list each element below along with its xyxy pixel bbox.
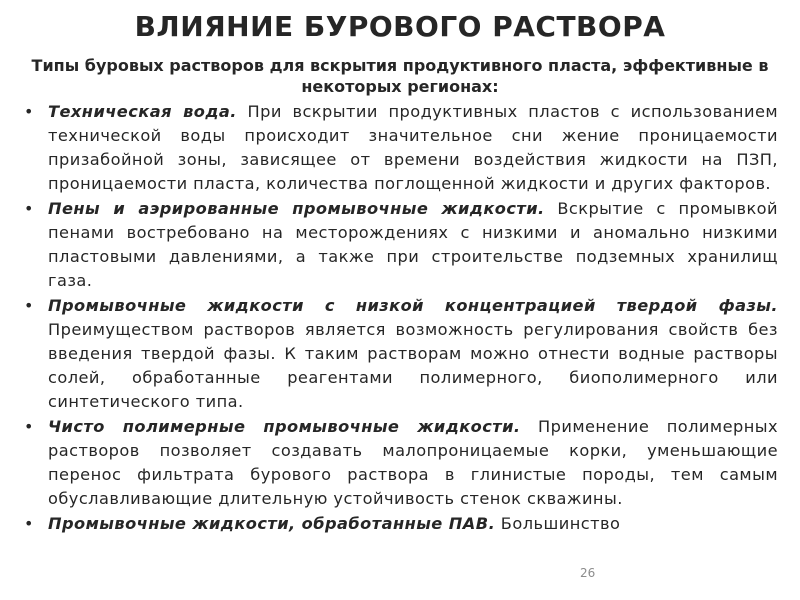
page-number: 26 xyxy=(580,566,600,580)
item-term: Промывочные жидкости, обработанные ПАВ. xyxy=(48,514,496,533)
item-term: Чисто полимерные промывочные жидкости. xyxy=(48,417,521,436)
bullet-icon: • xyxy=(24,514,34,533)
item-term: Промывочные жидкости с низкой концентрацией твердой фазы. xyxy=(48,296,778,315)
bullet-icon: • xyxy=(24,102,34,121)
list-item xyxy=(22,294,778,414)
list-item xyxy=(22,415,778,511)
list-item xyxy=(22,197,778,293)
slide-subtitle: Типы буровых растворов для вскрытия продуктивного пласта, эффективные в некоторых регионах: xyxy=(31,56,769,96)
item-term: Пены и аэрированные промывочные жидкости. xyxy=(48,199,545,218)
list-item xyxy=(22,100,778,196)
item-text: Вскрытие с промывкой пенами востребовано на месторождениях с низкими и аномально низкими пластовыми давлениями, а также при строительстве подземных хранилищ газа. xyxy=(48,199,778,290)
item-term: Техническая вода. xyxy=(48,102,237,121)
slide-title: ВЛИЯНИЕ БУРОВОГО РАСТВОРА xyxy=(134,10,666,43)
item-text: Применение полимерных растворов позволяет создавать малопроницаемые корки, уменьшающие перенос фильтрата бурового раствора в глинистые породы, тем самым обуславливающие длительную устойчивость стенок скважины. xyxy=(48,417,778,508)
list-item xyxy=(22,512,778,536)
item-text: Преимуществом растворов является возможность регулирования свойств без введения твердой фазы. К таким растворам можно отнести водные растворы солей, обработанные реагентами полимерного, биополимерного или синтетического типа. xyxy=(48,320,778,411)
bullet-icon: • xyxy=(24,417,34,436)
item-text: Большинство xyxy=(495,514,621,533)
bullet-icon: • xyxy=(24,199,34,218)
item-text: При вскрытии продуктивных пластов с использованием технической воды происходит значительное сни жение проницаемости призабойной зоны, зависящее от времени воздействия жидкости на ПЗП, проницаемости пласта, количества поглощенной жидкости и других факторов. xyxy=(48,102,779,193)
bullet-icon: • xyxy=(24,296,34,315)
bullet-list xyxy=(22,100,778,537)
